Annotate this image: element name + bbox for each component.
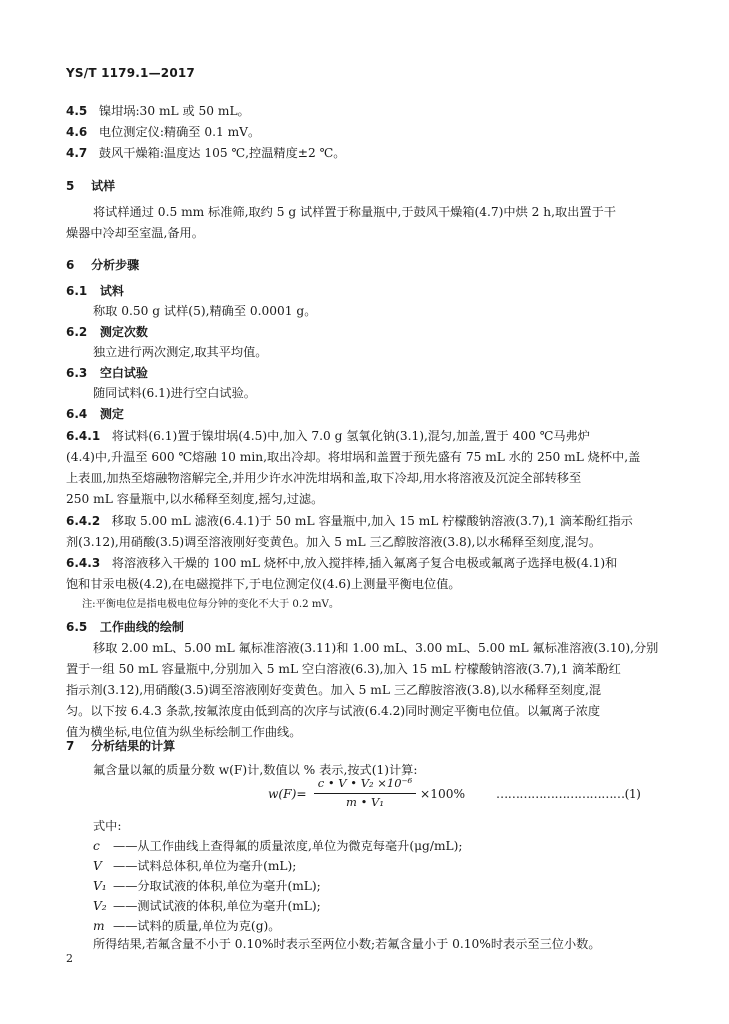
- section-6-5-line: 移取 2.00 mL、5.00 mL 氟标准溶液(3.11)和 1.00 mL、3.00 mL、5.00 mL 氟标准溶液(3.10),分别: [93, 641, 659, 655]
- section-6-4-3-line: 6.4.3 将溶液移入干燥的 100 mL 烧杯中,放入搅拌棒,插入氟离子复合电极或氟离子选择电极(4.1)和: [66, 556, 618, 570]
- section-6-5-heading: 6.5 工作曲线的绘制: [66, 620, 184, 634]
- formula-lhs: w(F)=: [268, 787, 307, 801]
- fraction-bar: [314, 793, 416, 794]
- variable-V: V ——试料总体积,单位为毫升(mL);: [93, 859, 297, 873]
- note: 注:平衡电位是指电极电位每分钟的变化不大于 0.2 mV。: [82, 599, 340, 610]
- page-number: 2: [66, 952, 73, 965]
- section-6-4-3-line: 饱和甘汞电极(4.2),在电磁搅拌下,于电位测定仪(4.6)上测量平衡电位值。: [66, 577, 461, 591]
- section-6-4-1-line: 6.4.1 将试料(6.1)置于镍坩埚(4.5)中,加入 7.0 g 氢氧化钠(3.1),混匀,加盖,置于 400 ℃马弗炉: [66, 429, 590, 443]
- section-5-para-line: 将试样通过 0.5 mm 标准筛,取约 5 g 试样置于称量瓶中,于鼓风干燥箱(4.7)中烘 2 h,取出置于干: [93, 205, 616, 219]
- section-6-5-line: 指示剂(3.12),用硝酸(3.5)调至溶液刚好变黄色。加入 5 mL 三乙醇胺溶液(3.8),以水稀释至刻度,混: [66, 683, 602, 697]
- section-6-5-line: 匀。以下按 6.4.3 条款,按氟浓度由低到高的次序与试液(6.4.2)同时测定平衡电位值。以氟离子浓度: [66, 704, 601, 718]
- section-6-2-heading: 6.2 测定次数: [66, 325, 148, 339]
- item-4-7: 4.7 鼓风干燥箱:温度达 105 ℃,控温精度±2 ℃。: [66, 146, 346, 160]
- section-6-5-line: 值为横坐标,电位值为纵坐标绘制工作曲线。: [66, 725, 302, 739]
- section-6-4-heading: 6.4 测定: [66, 407, 124, 421]
- item-4-5: 4.5 镍坩埚:30 mL 或 50 mL。: [66, 104, 250, 118]
- section-6-4-1-line: 上表皿,加热至熔融物溶解完全,并用少许水冲洗坩埚和盖,取下冷却,用水将溶液及沉淀全部转移至: [66, 471, 582, 485]
- section-5-para-line: 燥器中冷却至室温,备用。: [66, 226, 204, 240]
- variable-V2: V₂ ——测试试液的体积,单位为毫升(mL);: [93, 899, 321, 913]
- variable-m: m ——试料的质量,单位为克(g)。: [93, 919, 281, 933]
- section-6-1-text: 称取 0.50 g 试样(5),精确至 0.0001 g。: [93, 304, 317, 318]
- formula-denominator: m • V₁: [346, 795, 384, 809]
- item-4-6: 4.6 电位测定仪:精确至 0.1 mV。: [66, 125, 261, 139]
- result-rule: 所得结果,若氟含量不小于 0.10%时表示至两位小数;若氟含量小于 0.10%时表示至三位小数。: [93, 937, 601, 951]
- section-6-1-heading: 6.1 试料: [66, 284, 124, 298]
- where-label: 式中:: [93, 819, 122, 833]
- section-6-4-2-line: 剂(3.12),用硝酸(3.5)调至溶液刚好变黄色。加入 5 mL 三乙醇胺溶液(3.8),以水稀释至刻度,混匀。: [66, 535, 602, 549]
- formula-number: ……………………………(1): [496, 787, 641, 801]
- section-6-4-1-line: (4.4)中,升温至 600 ℃熔融 10 min,取出冷却。将坩埚和盖置于预先盛有 75 mL 水的 250 mL 烧杯中,盖: [66, 450, 641, 464]
- section-6-2-text: 独立进行两次测定,取其平均值。: [93, 345, 268, 359]
- formula-1: [268, 776, 688, 816]
- variable-V1: V₁ ——分取试液的体积,单位为毫升(mL);: [93, 879, 321, 893]
- section-6-3-text: 随同试料(6.1)进行空白试验。: [93, 386, 256, 400]
- section-6-4-1-line: 250 mL 容量瓶中,以水稀释至刻度,摇匀,过滤。: [66, 492, 324, 506]
- section-6-5-line: 置于一组 50 mL 容量瓶中,分别加入 5 mL 空白溶液(6.3),加入 15 mL 柠檬酸钠溶液(3.7),1 滴苯酚红: [66, 662, 621, 676]
- formula-numerator: c • V • V₂ ×10⁻⁶: [317, 776, 413, 790]
- section-5-heading: 5 试样: [66, 179, 116, 193]
- standard-number-header: YS/T 1179.1—2017: [66, 66, 195, 80]
- formula-rhs: ×100%: [420, 787, 466, 801]
- section-6-4-2-line: 6.4.2 移取 5.00 mL 滤液(6.4.1)于 50 mL 容量瓶中,加入 15 mL 柠檬酸钠溶液(3.7),1 滴苯酚红指示: [66, 514, 633, 528]
- section-6-3-heading: 6.3 空白试验: [66, 366, 148, 380]
- section-6-heading: 6 分析步骤: [66, 258, 140, 272]
- variable-c: c ——从工作曲线上查得氟的质量浓度,单位为微克每毫升(μg/mL);: [93, 839, 463, 853]
- section-7-intro: 氟含量以氟的质量分数 w(F)计,数值以 % 表示,按式(1)计算:: [93, 763, 418, 777]
- section-7-heading: 7 分析结果的计算: [66, 739, 176, 753]
